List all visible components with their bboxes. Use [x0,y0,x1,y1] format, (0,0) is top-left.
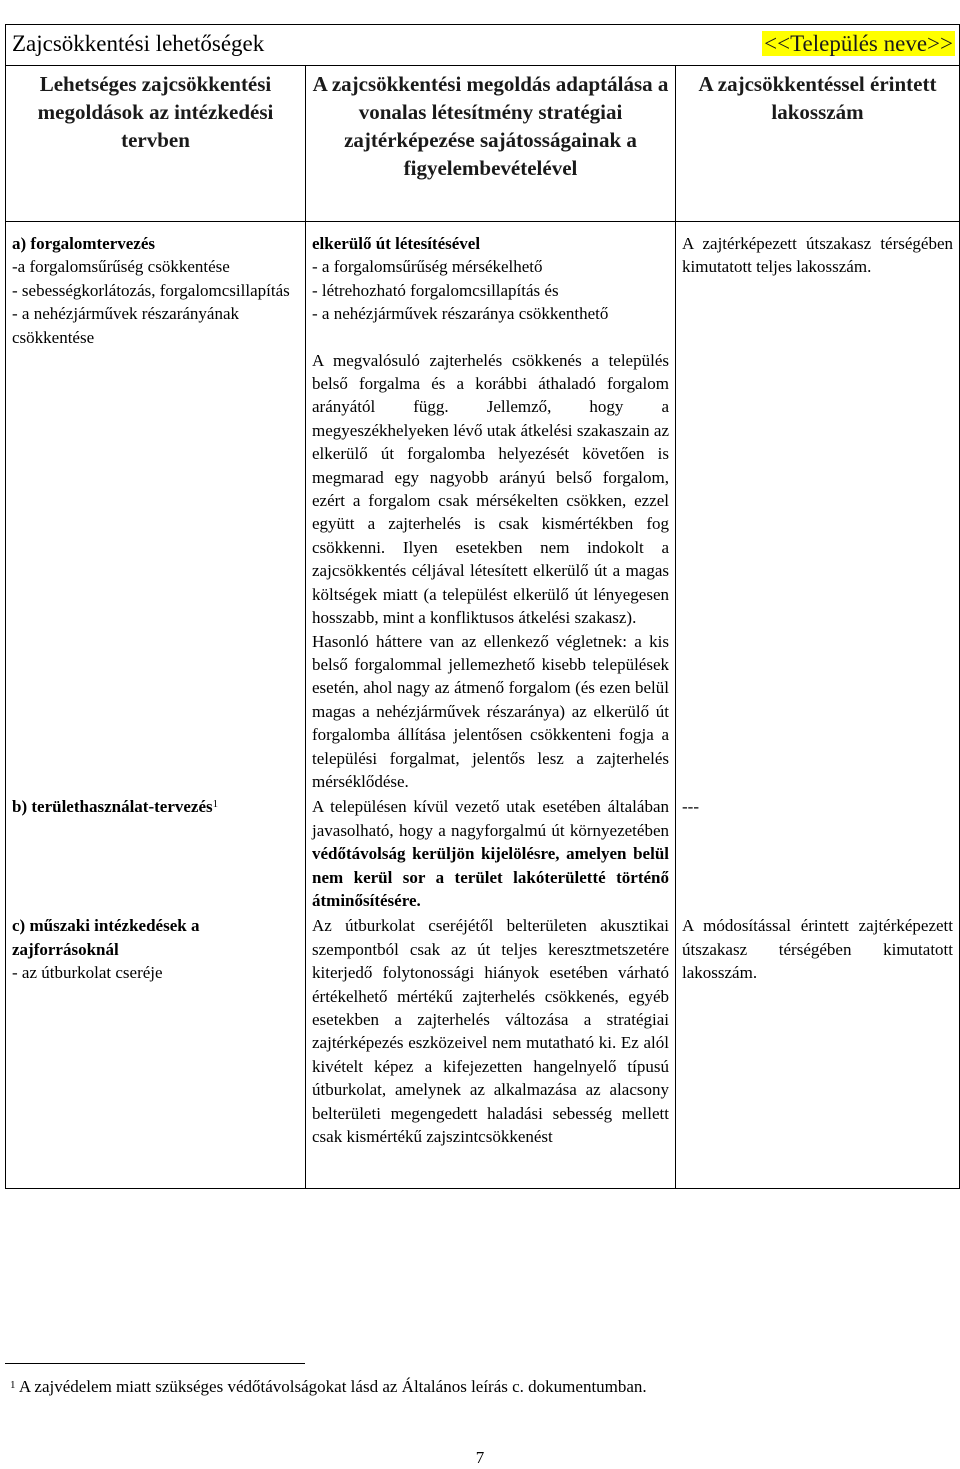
page-number: 7 [475,1448,485,1467]
noise-reduction-table [5,24,960,1189]
footnote [10,1376,647,1398]
settlement-placeholder: <<Település neve>> [764,31,953,56]
land-use-cell [6,795,306,914]
list-item: - a nehézjárművek részaránya csökkenthető [312,304,609,324]
population-cell: A zajtérképezett útszakasz térségében kimutatott teljes lakosszám. [676,222,960,796]
list-item: - a forgalomsűrűség mérsékelhető [312,257,543,277]
buffer-distance-cell [306,795,676,914]
list-item: - sebességkorlátozás, forgalomcsillapítás [12,280,290,300]
table-row [6,222,960,796]
column-header-adaptation: A zajcsökkentési megoldás adaptálása a vonalas létesítmény stratégiai zajtérképezése sajátosságainak a figyelembevételével [306,66,676,222]
footnote-text: A zajvédelem miatt szükséges védőtávolságokat lásd az Általános leírás c. dokumentumban. [18,1377,647,1396]
row-title: c) műszaki intézkedések a zajforrásoknál [12,916,200,959]
title-row [6,25,960,66]
paragraph: A megvalósuló zajterhelés csökkenés a település belső forgalma és a korábbi áthaladó forgalom arányától függ. Jellemző, hogy a megyeszékhelyeken lévő utak átkelési szakaszain az elkerülő út forgalomba helyezését követően is megmarad egy nagyobb arányú belső forgalom, ezért a forgalom csak mérsékelten csökken, ezzel együtt a zajterhelés is csak kismértékben fog csökkenni. Ilyen esetekben nem indokolt a zajcsökkentés céljával létesített elkerülő út a magas költségek miatt (a települést elkerülő út lényegesen hosszabb, mint a konfliktusos átkelési szakasz). [312,350,669,628]
list-item: -a forgalomsűrűség csökkentése [12,257,230,277]
settlement-name-cell [676,25,960,66]
footnote-separator [5,1363,305,1364]
page-title: Zajcsökkentési lehetőségek [6,25,306,66]
column-header-row [6,66,960,222]
paragraph: Hasonló háttere van az ellenkező végletnek: a kis belső forgalommal jellemezhető kisebb települések esetén, ahol nagy az átmenő forgalom (és ezen belül magas a nehézjárművek részaránya) az elkerülő út forgalomba állítása jelentősen csökkenteni fogja a települési forgalmat, jelentős lesz a zajterhelés mérséklődése. [312,631,669,791]
population-cell: --- [676,795,960,914]
list-item: - a nehézjárművek részarányának csökkentése [12,304,240,347]
column-header-solutions: Lehetséges zajcsökkentési megoldások az intézkedési tervben [6,66,306,222]
population-cell: A módosítással érintett zajtérképezett útszakasz térségében kimutatott lakosszám. [676,914,960,1189]
paragraph-bold: védőtávolság kerüljön kijelölésre, amelyen belül nem kerül sor a terület lakóterületté történő átminősítésére. [312,844,669,910]
paragraph: A településen kívül vezető utak esetében általában javasolható, hogy a nagyforgalmú út környezetében [312,797,669,840]
footnote-mark: 1 [10,1379,16,1391]
table-row [6,795,960,914]
list-item: - létrehozható forgalomcsillapítás és [312,280,559,300]
row-subtitle: elkerülő út létesítésével [312,234,481,253]
row-title: b) területhasználat-tervezés [12,797,213,817]
traffic-planning-cell [6,222,306,796]
bypass-road-cell [306,222,676,796]
technical-measures-cell [6,914,306,1189]
row-title: a) forgalomtervezés [12,234,156,253]
footnote-ref[interactable]: 1 [212,798,219,811]
table-row [6,914,960,1189]
column-header-population: A zajcsökkentéssel érintett lakosszám [676,66,960,222]
road-surface-cell: Az útburkolat cseréjétől belterületen akusztikai szempontból csak az út teljes keresztmetszetére kiterjedő folytonossági hiányok esetében várható értékelhető mértékű zajterhelés csökkenés, egyéb esetekben a zajterhelés változása a stratégiai zajtérképezés eszközeivel nem mutatható ki. Ez alól kivételt képez a kifejezetten hangelnyelő típusú útburkolat, amelynek az alkalmazása az alacsony belterületi megengedett haladási sebesség mellett csak kismértékű zajszintcsökkenést [306,914,676,1189]
list-item: - az útburkolat cseréje [12,963,163,983]
